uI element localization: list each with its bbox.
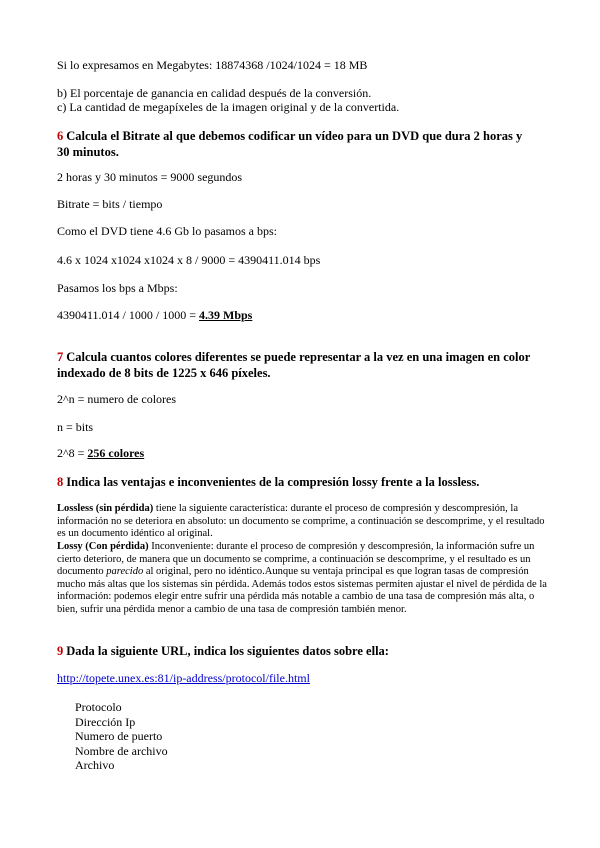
question-6-number: 6	[57, 129, 64, 143]
list-item: Numero de puerto	[75, 729, 163, 743]
q6-line-1: 2 horas y 30 minutos = 9000 segundos	[57, 170, 243, 184]
question-7	[57, 349, 537, 381]
url-data-list	[75, 700, 168, 773]
lossless-paragraph	[57, 503, 547, 541]
question-8	[57, 474, 537, 490]
q6-line-3: Como el DVD tiene 4.6 Gb lo pasamos a bps:	[57, 224, 277, 238]
url-line	[57, 671, 557, 685]
item-b: b) El porcentaje de ganancia en calidad después de la conversión.	[57, 86, 372, 100]
question-7-number: 7	[57, 350, 64, 364]
q6-line-6-prefix: 4390411.014 / 1000 / 1000 =	[57, 308, 199, 322]
q7-answer: 256 colores	[87, 446, 145, 460]
lossy-text-2: al original, pero no idéntico.Aunque su ventaja principal es que logran tasas de compresión mucho más altas que los sistemas sin pérdida. Además todos estos sistemas permiten ajustar el nivel de pérdida de la información: podemos elegir entre sufrir una pérdida más notable a cambio de una tasa de compresión más alta, o bien, sufrir una pérdida menor a cambio de una tasa de compresión también menor.	[57, 566, 547, 615]
lossless-text: tiene la siguiente característica: durante el proceso de compresión y descompresión, la información no se deteriora en absoluto: un documento se comprime, a continuación se descomprime, y el resultado es un documento idéntico al original.	[57, 503, 545, 540]
lossy-paragraph	[57, 541, 547, 617]
lossy-italic: parecido	[106, 566, 144, 578]
q6-line-6	[57, 308, 557, 322]
url-link[interactable]: http://topete.unex.es:81/ip-address/protocol/file.html	[57, 671, 310, 685]
q6-answer: 4.39 Mbps	[199, 308, 253, 322]
list-item: Protocolo	[75, 700, 122, 714]
lossy-text-1: Inconveniente: durante el proceso de compresión y descompresión, la información sufre un cierto deterioro, de manera que un documento se comprime, a continuación se descomprime, y el resultado es un documento	[57, 541, 535, 578]
q7-line-2: n = bits	[57, 420, 94, 434]
q7-line-1: 2^n = numero de colores	[57, 392, 177, 406]
list-item: Archivo	[75, 758, 115, 772]
question-8-number: 8	[57, 475, 64, 489]
q6-line-5: Pasamos los bps a Mbps:	[57, 281, 178, 295]
lossless-label: Lossless (sin pérdida)	[57, 503, 154, 514]
question-9	[57, 643, 537, 659]
list-item: Dirección Ip	[75, 714, 136, 729]
q6-line-2: Bitrate = bits / tiempo	[57, 197, 163, 211]
q7-line-3	[57, 446, 557, 460]
question-6	[57, 128, 537, 160]
question-7-text: Calcula cuantos colores diferentes se puede representar a la vez en una imagen en color indexado de 8 bits de 1225 x 646 píxeles.	[57, 350, 531, 380]
megabytes-line: Si lo expresamos en Megabytes: 18874368 /1024/1024 = 18 MB	[57, 58, 368, 72]
list-item: Nombre de archivo	[75, 743, 168, 758]
question-6-text: Calcula el Bitrate al que debemos codificar un vídeo para un DVD que dura 2 horas y 30 minutos.	[57, 129, 523, 159]
q7-line-3-prefix: 2^8 =	[57, 446, 88, 460]
item-c: c) La cantidad de megapíxeles de la imagen original y de la convertida.	[57, 100, 400, 114]
q6-line-4: 4.6 x 1024 x1024 x1024 x 8 / 9000 = 4390411.014 bps	[57, 253, 321, 267]
question-8-text: Indica las ventajas e inconvenientes de la compresión lossy frente a la lossless.	[66, 475, 480, 489]
lossy-label: Lossy (Con pérdida)	[57, 541, 149, 552]
question-9-number: 9	[57, 644, 64, 658]
question-9-text: Dada la siguiente URL, indica los siguientes datos sobre ella:	[66, 644, 389, 658]
